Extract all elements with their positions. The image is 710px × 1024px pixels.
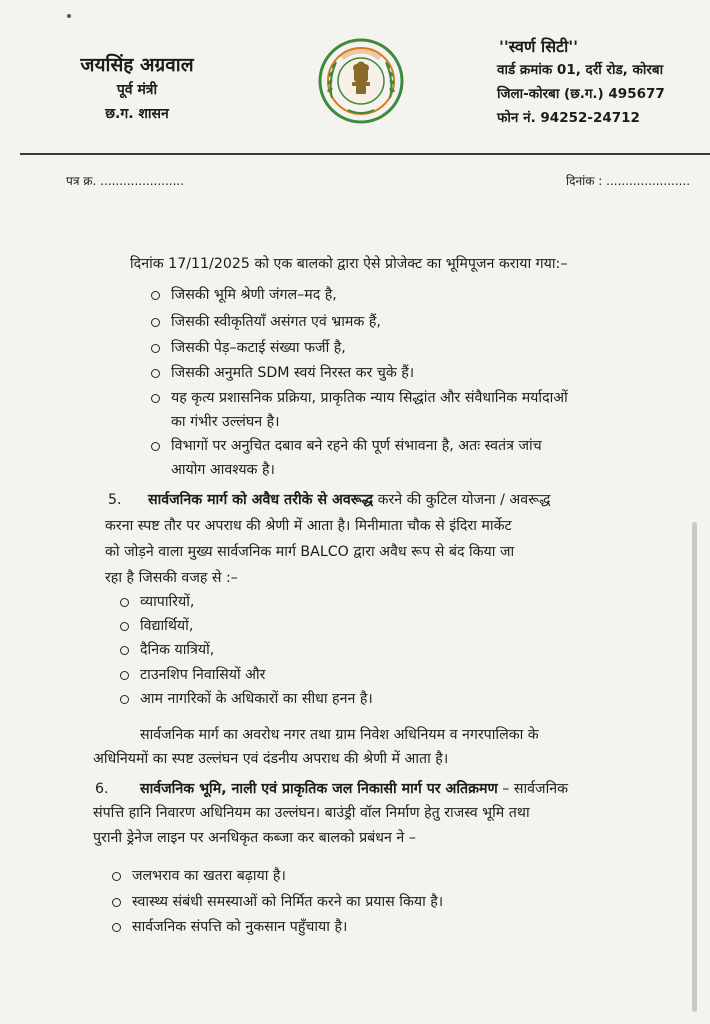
list-item: जिसकी स्वीकृतियाँ असंगत एवं भ्रामक हैं,: [151, 310, 381, 334]
list-item: टाउनशिप निवासियों और: [120, 663, 265, 687]
phone-number: फोन नं. 94252-24712: [497, 110, 640, 126]
bullet-circle-icon: [120, 622, 129, 631]
sender-government: छ.ग. शासन: [105, 106, 169, 122]
bullet-circle-icon: [112, 923, 121, 932]
header-divider: [20, 153, 710, 155]
ref-blank: ......................: [100, 174, 185, 188]
list-item: आम नागरिकों के अधिकारों का सीधा हनन है।: [120, 687, 373, 711]
sender-name: जयसिंह अग्रवाल: [80, 54, 194, 76]
bullet-circle-icon: [120, 598, 129, 607]
section-6-line-1: सार्वजनिक भूमि, नाली एवं प्राकृतिक जल निकासी मार्ग पर अतिक्रमण – सार्वजनिक: [140, 781, 569, 797]
date-label: दिनांक :: [566, 174, 603, 188]
bullet-circle-icon: [151, 291, 160, 300]
list-item: जिसकी भूमि श्रेणी जंगल–मद है,: [151, 283, 337, 307]
bullet-circle-icon: [120, 646, 129, 655]
section-5-number: 5.: [108, 492, 122, 508]
list-item: जिसकी पेड़–कटाई संख्या फर्जी है,: [151, 336, 346, 360]
list-item: यह कृत्य प्रशासनिक प्रक्रिया, प्राकृतिक न्याय सिद्धांत और संवैधानिक मर्यादाओं का गंभीर उल्लंघन है।: [151, 386, 568, 434]
bullet-circle-icon: [120, 695, 129, 704]
sender-block: [52, 52, 222, 126]
bullet-circle-icon: [120, 671, 129, 680]
letter-date: [566, 172, 690, 189]
bullet-circle-icon: [151, 369, 160, 378]
section-5-line-4: रहा है जिसकी वजह से :–: [105, 570, 238, 586]
reference-number: [66, 172, 184, 189]
government-seal-icon: [318, 38, 404, 124]
section-5-para-line-2: अधिनियमों का स्पष्ट उल्लंघन एवं दंडनीय अपराध की श्रेणी में आता है।: [93, 751, 449, 767]
house-name: ''स्वर्ण सिटी'': [499, 37, 579, 56]
bullet-circle-icon: [151, 394, 160, 403]
section-6-line-3: पुरानी ड्रेनेज लाइन पर अनधिकृत कब्जा कर बालको प्रबंधन ने –: [93, 830, 416, 846]
ref-label: पत्र क्र.: [66, 174, 97, 188]
section-5-line-3: को जोड़ने वाला मुख्य सार्वजनिक मार्ग BALCO द्वारा अवैध रूप से बंद किया जा: [105, 544, 515, 560]
list-item: व्यापारियों,: [120, 590, 194, 614]
list-item: सार्वजनिक संपत्ति को नुकसान पहुँचाया है।: [112, 915, 347, 939]
section-6-line-2: संपत्ति हानि निवारण अधिनियम का उल्लंघन। बाउंड्री वॉल निर्माण हेतु राजस्व भूमि तथा: [93, 805, 530, 821]
date-blank: ......................: [606, 174, 691, 188]
section-6-heading: सार्वजनिक भूमि, नाली एवं प्राकृतिक जल निकासी मार्ग पर अतिक्रमण: [140, 781, 498, 797]
bullet-circle-icon: [151, 318, 160, 327]
scrollbar[interactable]: [692, 522, 697, 1012]
address-block: [497, 36, 702, 130]
section-5-para-line-1: सार्वजनिक मार्ग का अवरोध नगर तथा ग्राम निवेश अधिनियम व नगरपालिका के: [140, 727, 539, 743]
bullet-circle-icon: [112, 898, 121, 907]
address-line-2: जिला-कोरबा (छ.ग.) 495677: [497, 86, 665, 102]
list-item: विद्यार्थियों,: [120, 614, 193, 638]
list-item: दैनिक यात्रियों,: [120, 638, 214, 662]
section-5-heading: सार्वजनिक मार्ग को अवैध तरीके से अवरूद्ध: [148, 492, 374, 508]
sender-designation: पूर्व मंत्री: [116, 82, 158, 98]
section-6-number: 6.: [95, 781, 109, 797]
section-5-line-2: करना स्पष्ट तौर पर अपराध की श्रेणी में आता है। मिनीमाता चौक से इंदिरा मार्केट: [105, 518, 512, 534]
intro-line: दिनांक 17/11/2025 को एक बालको द्वारा ऐसे प्रोजेक्ट का भूमिपूजन कराया गया:–: [130, 256, 568, 272]
bullet-circle-icon: [151, 442, 160, 451]
bullet-circle-icon: [151, 344, 160, 353]
speck: [67, 14, 71, 18]
list-item: स्वास्थ्य संबंधी समस्याओं को निर्मित करने का प्रयास किया है।: [112, 890, 443, 914]
section-5-line-1: सार्वजनिक मार्ग को अवैध तरीके से अवरूद्ध करने की कुटिल योजना / अवरूद्ध: [148, 492, 551, 508]
list-item: जिसकी अनुमति SDM स्वयं निरस्त कर चुके हैं।: [151, 361, 414, 385]
list-item: विभागों पर अनुचित दबाव बने रहने की पूर्ण संभावना है, अतः स्वतंत्र जांच आयोग आवश्यक है।: [151, 434, 542, 482]
list-item: जलभराव का खतरा बढ़ाया है।: [112, 864, 286, 888]
bullet-circle-icon: [112, 872, 121, 881]
address-line-1: वार्ड क्रमांक 01, दर्री रोड, कोरबा: [497, 62, 664, 78]
